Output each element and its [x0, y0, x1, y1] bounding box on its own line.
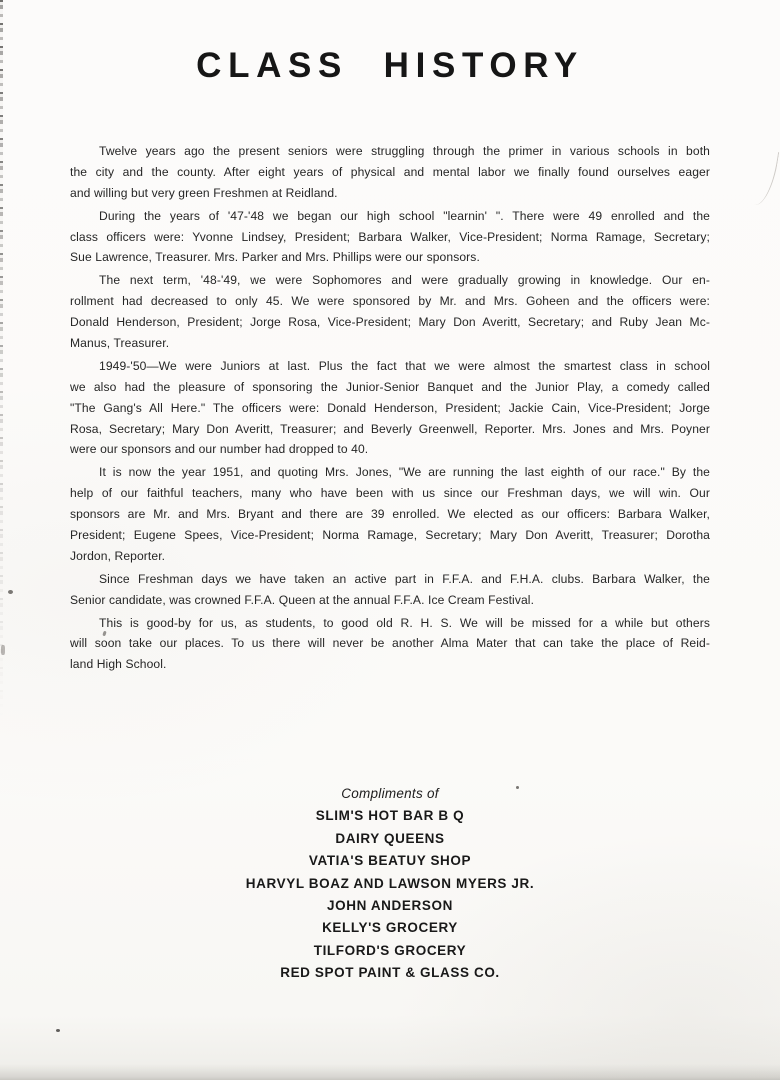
text-line: the city and the county. After eight years of physical and mental labor we finally found ourselves eager: [70, 164, 710, 179]
scan-edge-bottom: [0, 1064, 780, 1080]
paragraph: [70, 141, 710, 204]
scan-speck: [56, 1029, 60, 1032]
text-line: help of our faithful teachers, many who have been with us since our Freshman days, we will win. Our: [70, 486, 710, 501]
scan-edge-left: [0, 0, 3, 720]
scan-speck: [8, 590, 13, 594]
sponsor-name: JOHN ANDERSON: [327, 898, 453, 914]
sponsor-name: RED SPOT PAINT & GLASS CO.: [280, 965, 500, 981]
text-line: Donald Henderson, President; Jorge Rosa, Vice-President; Mary Don Averitt, Secretary; and Ruby Jean Mc-: [70, 315, 710, 330]
sponsor-list: [0, 805, 780, 984]
text-line: Rosa, Secretary; Mary Don Averitt, Treasurer; and Beverly Greenwell, Reporter. Mrs. Jones and Mrs. Poyner: [70, 421, 710, 436]
text-line: Jordon, Reporter.: [70, 548, 166, 563]
text-line: class officers were: Yvonne Lindsey, President; Barbara Walker, Vice-President; Norma Ramage, Secretary;: [70, 229, 710, 244]
text-line: Since Freshman days we have taken an active part in F.F.A. and F.H.A. clubs. Barbara Walker, the: [99, 571, 710, 586]
text-line: This is good-by for us, as students, to good old R. H. S. We will be missed for a while but others: [99, 615, 710, 630]
scan-speck: [1, 645, 5, 655]
compliments-heading: Compliments of: [341, 786, 439, 801]
sponsor-name: SLIM'S HOT BAR B Q: [315, 808, 465, 824]
text-line: we also had the pleasure of sponsoring the Junior-Senior Banquet and the Junior Play, a comedy called: [70, 379, 710, 394]
sponsor-name: DAIRY QUEENS: [335, 830, 445, 846]
scan-hair-mark: [748, 149, 779, 208]
text-line: It is now the year 1951, and quoting Mrs. Jones, "We are running the last eighth of our race." By the: [99, 465, 710, 480]
text-line: sponsors are Mr. and Mrs. Bryant and there are 39 enrolled. We elected as our officers: Barbara Walker,: [70, 507, 710, 522]
text-line: "The Gang's All Here." The officers were: Donald Henderson, President; Jackie Cain, Vice-President; Jorge: [70, 400, 710, 415]
paragraph: [70, 462, 710, 566]
text-line: 1949-'50—We were Juniors at last. Plus the fact that we were almost the smartest class in school: [99, 358, 710, 373]
text-line: Manus, Treasurer.: [70, 336, 170, 351]
sponsor-name: HARVYL BOAZ AND LAWSON MYERS JR.: [245, 875, 535, 891]
paragraph: [70, 206, 710, 269]
page-title: CLASS HISTORY: [196, 46, 584, 85]
sponsor-name: KELLY'S GROCERY: [322, 920, 458, 936]
paragraph: [70, 270, 710, 354]
text-line: will soon take our places. To us there will never be another Alma Mater that can take the place of Reid-: [70, 636, 710, 651]
sponsor-name: VATIA'S BEATUY SHOP: [308, 853, 472, 869]
text-line: Sue Lawrence, Treasurer. Mrs. Parker and Mrs. Phillips were our sponsors.: [70, 250, 480, 265]
paragraph: [70, 356, 710, 460]
class-history-text: [70, 141, 710, 677]
sponsor-name: TILFORD'S GROCERY: [313, 942, 467, 958]
text-line: land High School.: [70, 657, 167, 672]
text-line: and willing but very green Freshmen at Reidland.: [70, 185, 338, 200]
text-line: Senior candidate, was crowned F.F.A. Queen at the annual F.F.A. Ice Cream Festival.: [70, 592, 535, 607]
text-line: During the years of '47-'48 we began our high school "learnin' ". There were 49 enrolled and the: [99, 208, 710, 223]
paragraph: [70, 569, 710, 611]
text-line: The next term, '48-'49, we were Sophomores and were gradually growing in knowledge. Our en-: [99, 273, 710, 288]
text-line: were our sponsors and our number had dropped to 40.: [70, 442, 369, 457]
compliments-section: [0, 783, 780, 985]
text-line: rollment had decreased to only 45. We were sponsored by Mr. and Mrs. Goheen and the officers were:: [70, 294, 710, 309]
paragraph: [70, 613, 710, 676]
text-line: Twelve years ago the present seniors were struggling through the primer in various schools in both: [99, 144, 710, 158]
text-line: President; Eugene Spees, Vice-President; Norma Ramage, Secretary; Mary Don Averitt, Treasurer; Dorotha: [70, 528, 710, 543]
